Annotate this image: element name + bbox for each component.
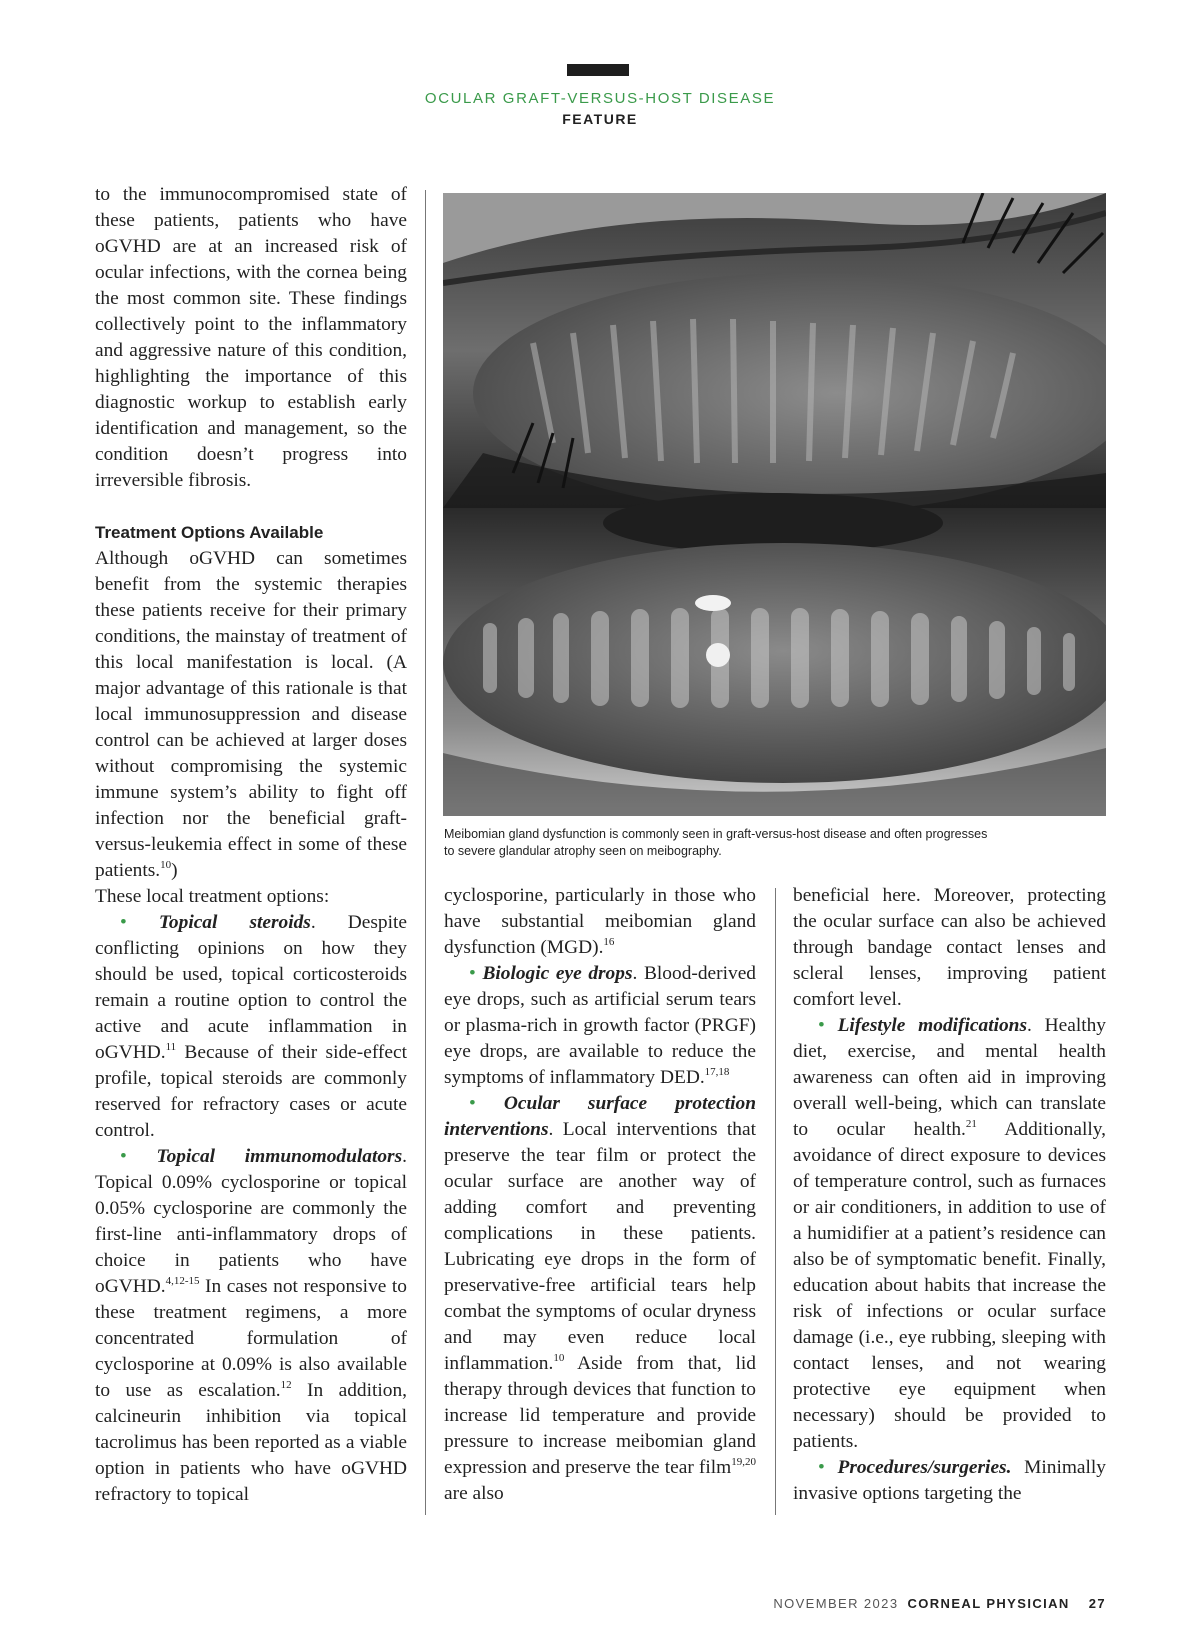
bullet-icon: • (818, 1015, 825, 1036)
footer-publication: CORNEAL PHYSICIAN (907, 1596, 1070, 1611)
bullet-lifestyle-modifications: • Lifestyle modifications. Healthy diet, exercise, and mental health awareness can often aid in improving overall well-being, which can translate to ocular health.$^{21}$ Additionally, avoidance of direct exposure to devices of temperature control, such as furnaces or air conditioners, in addition to use of a humidifier at a patient’s residence can also be of symptomatic benefit. Finally, education about habits that increase the risk of infections or ocular surface damage (i.e., eye rubbing, sleeping with contact lenses, and not wearing protective eye equipment when necessary) should be provided to patients. (793, 1015, 1107, 1452)
column-rule-1 (425, 190, 426, 1515)
col1-paragraph-2: Although oGVHD can sometimes benefit from the systemic therapies these patients receive for their primary conditions, the mainstay of treatment of this local manifestation is local. (A major advantage of this rationale is that local immunosuppression and disease control can be achieved at larger doses without compromising the systemic immune system’s ability to fight off infection nor the beneficial graft-versus-leukemia effect in some of these patients.$^{10}$) (95, 548, 407, 881)
col1-paragraph-3: These local treatment options: (95, 886, 330, 907)
bullet-procedures-surgeries: • Procedures/surgeries. Minimally invasive options targeting the (793, 1457, 1106, 1504)
bullet-biologic-eye-drops: • Biologic eye drops. Blood-derived eye drops, such as artificial serum tears or plasma-rich in growth factor (PRGF) eye drops, are available to reduce the symptoms of inflammatory DED.$^{17,18}$ (444, 963, 756, 1088)
header-kicker: OCULAR GRAFT-VERSUS-HOST DISEASE (424, 90, 776, 107)
page-number: 27 (1088, 1596, 1106, 1611)
reference: 19,20 (731, 1455, 756, 1468)
column-1 (95, 182, 407, 1508)
reference: 12 (280, 1378, 292, 1391)
reference: 11 (165, 1040, 177, 1053)
reference: 16 (603, 935, 615, 948)
section-label: FEATURE (562, 111, 638, 127)
bullet-topical-steroids: • Topical steroids. Despite conflicting opinions on how they should be used, topical corticosteroids remain a routine option to control the active and acute inflammation in oGVHD.$^{11}$ Because of their side-effect profile, topical steroids are commonly reserved for refractory cases or acute control. (95, 912, 407, 1141)
col2-paragraph-1: cyclosporine, particularly in those who have substantial meibomian gland dysfunction (MGD).$^{16}$ (444, 885, 756, 958)
subhead-treatment-options: Treatment Options Available (95, 523, 324, 542)
reference: 10 (160, 858, 172, 871)
bullet-ocular-surface-protection: • Ocular surface protection interventions. Local interventions that preserve the tear film or protect the ocular surface are another way of adding comfort and preventing complications in these patients. Lubricating eye drops in the form of preservative-free artificial tears help combat the symptoms of ocular dryness and may even reduce local inflammation.$^{10}$ Aside from that, lid therapy through devices that function to increase lid temperature and provide pressure to increase meibomian gland expression and preserve the tear film$^{19,20}$ are also (444, 1093, 756, 1504)
reference: 4,12-15 (165, 1274, 200, 1287)
figure-caption: Meibomian gland dysfunction is commonly seen in graft-versus-host disease and often progresses to severe glandular atrophy seen on meibography. (444, 827, 988, 858)
column-2 (444, 883, 756, 1507)
col3-paragraph-1: beneficial here. Moreover, protecting the ocular surface can also be achieved through bandage contact lenses and scleral lenses, improving patient comfort level. (793, 885, 1106, 1010)
bullet-icon: • (120, 1146, 127, 1167)
page-footer (773, 1596, 1106, 1611)
column-3 (793, 883, 1106, 1507)
header-bar-decoration (567, 64, 629, 76)
footer-date: NOVEMBER 2023 (773, 1596, 899, 1611)
bullet-icon: • (469, 963, 476, 984)
meibography-eyelid-photo-icon (443, 193, 1106, 816)
meibography-figure (443, 193, 1106, 816)
bullet-topical-immunomodulators: • Topical immunomodulators. Topical 0.09% cyclosporine or topical 0.05% cyclosporine are commonly the first-line anti-inflammatory drops of choice in patients who have oGVHD.$^{4,12-15}$ In cases not responsive to these treatment regimens, a more concentrated formulation of cyclosporine at 0.09% is also available to use as escalation.$^{12}$ In addition, calcineurin inhibition via topical tacrolimus has been reported as a viable option in patients who have oGVHD refractory to topical (95, 1146, 408, 1505)
col1-paragraph-1: to the immunocompromised state of these patients, patients who have oGVHD are at an increased risk of ocular infections, with the cornea being the most common site. These findings collectively point to the inflammatory and aggressive nature of this condition, highlighting the importance of this diagnostic workup to establish early identification and management, so the condition doesn’t progress into irreversible fibrosis. (95, 184, 407, 491)
reference: 10 (553, 1351, 565, 1364)
bullet-icon: • (120, 912, 127, 933)
bullet-icon: • (469, 1093, 476, 1114)
reference: 17,18 (704, 1065, 730, 1078)
reference: 21 (965, 1117, 977, 1130)
bullet-icon: • (818, 1457, 825, 1478)
column-rule-2 (775, 888, 776, 1515)
